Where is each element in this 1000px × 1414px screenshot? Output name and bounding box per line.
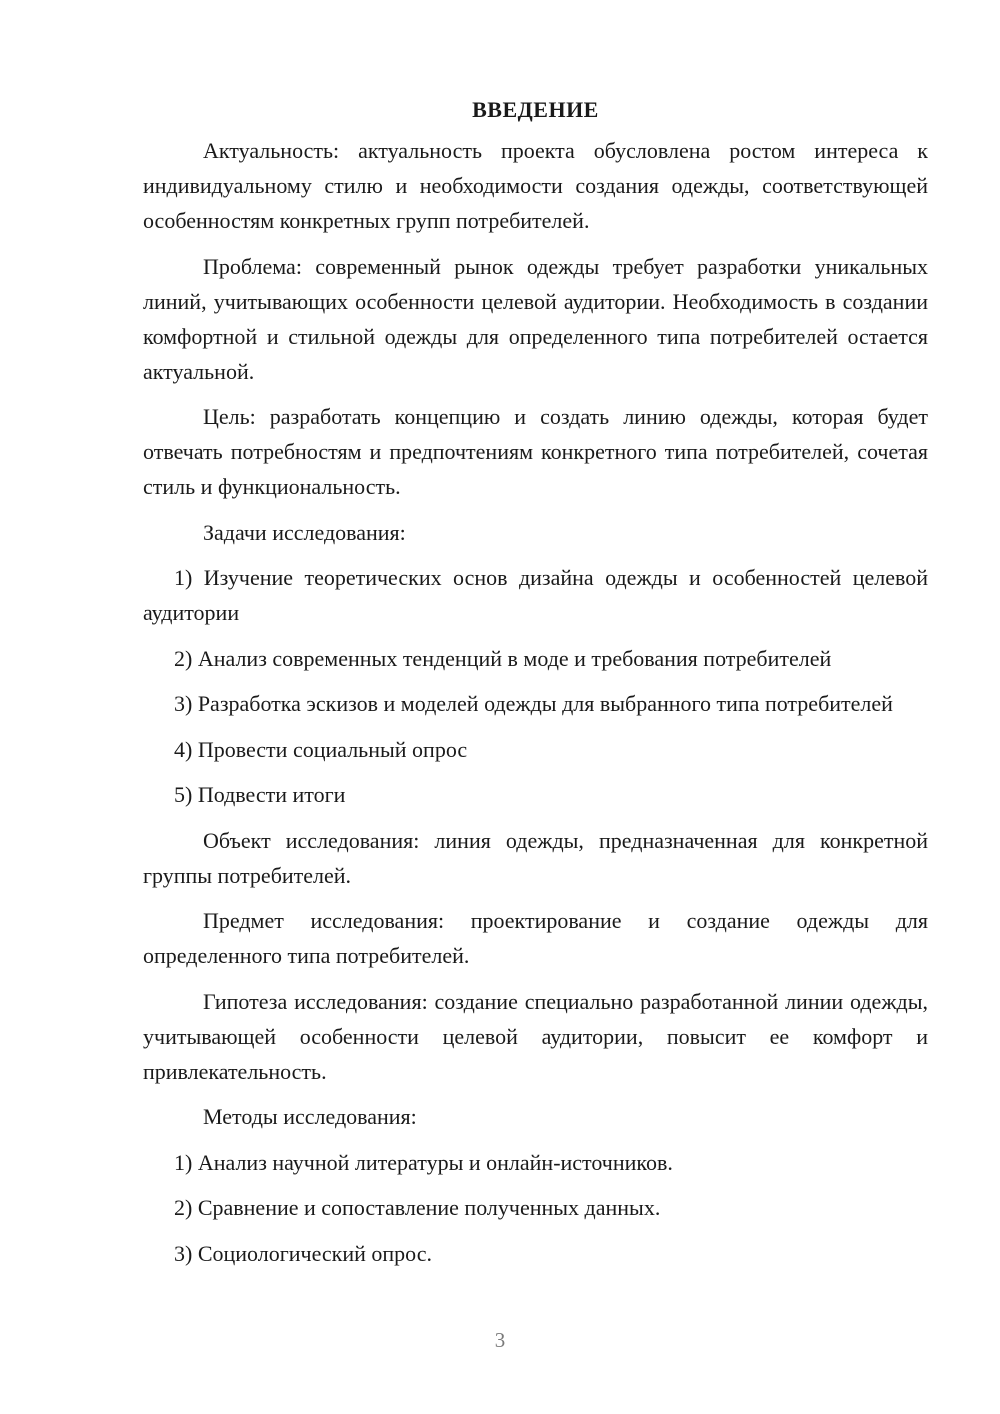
methods-heading: Методы исследования:	[203, 1104, 417, 1129]
paragraph-object: Объект исследования: линия одежды, предназначенная для конкретной группы потребителей.	[143, 827, 928, 888]
page-title: ВВЕДЕНИЕ	[472, 97, 599, 122]
method-item-3: 3) Социологический опрос.	[174, 1240, 432, 1266]
page-number: 3	[494, 1328, 506, 1352]
document-page	[143, 92, 928, 1281]
method-item-1: 1) Анализ научной литературы и онлайн-источников.	[174, 1149, 673, 1175]
task-item-3: 3) Разработка эскизов и моделей одежды для выбранного типа потребителей	[174, 691, 893, 716]
task-item-5: 5) Подвести итоги	[174, 782, 346, 807]
task-item-2: 2) Анализ современных тенденций в моде и требования потребителей	[174, 645, 832, 671]
paragraph-hypothesis: Гипотеза исследования: создание специально разработанной линии одежды, учитывающей особенности целевой аудитории, повысит ее комфорт и привлекательность.	[143, 988, 928, 1084]
paragraph-subject: Предмет исследования: проектирование и создание одежды для определенного типа потребителей.	[143, 908, 928, 968]
task-item-1: 1) Изучение теоретических основ дизайна одежды и особенностей целевой аудитории	[143, 565, 928, 625]
method-item-2: 2) Сравнение и сопоставление полученных данных.	[174, 1195, 661, 1220]
task-item-4: 4) Провести социальный опрос	[174, 736, 468, 762]
paragraph-goal: Цель: разработать концепцию и создать линию одежды, которая будет отвечать потребностям и предпочтениям конкретного типа потребителей, сочетая стиль и функциональность.	[143, 404, 928, 499]
tasks-heading: Задачи исследования:	[203, 519, 406, 545]
paragraph-relevance: Актуальность: актуальность проекта обусловлена ростом интереса к индивидуальному стилю и необходимости создания одежды, соответствующей особенностям конкретных групп потребителей.	[143, 138, 928, 233]
paragraph-problem: Проблема: современный рынок одежды требует разработки уникальных линий, учитывающих особенности целевой аудитории. Необходимость в создании комфортной и стильной одежды для определенного типа потребителей остается актуальной.	[143, 253, 928, 384]
